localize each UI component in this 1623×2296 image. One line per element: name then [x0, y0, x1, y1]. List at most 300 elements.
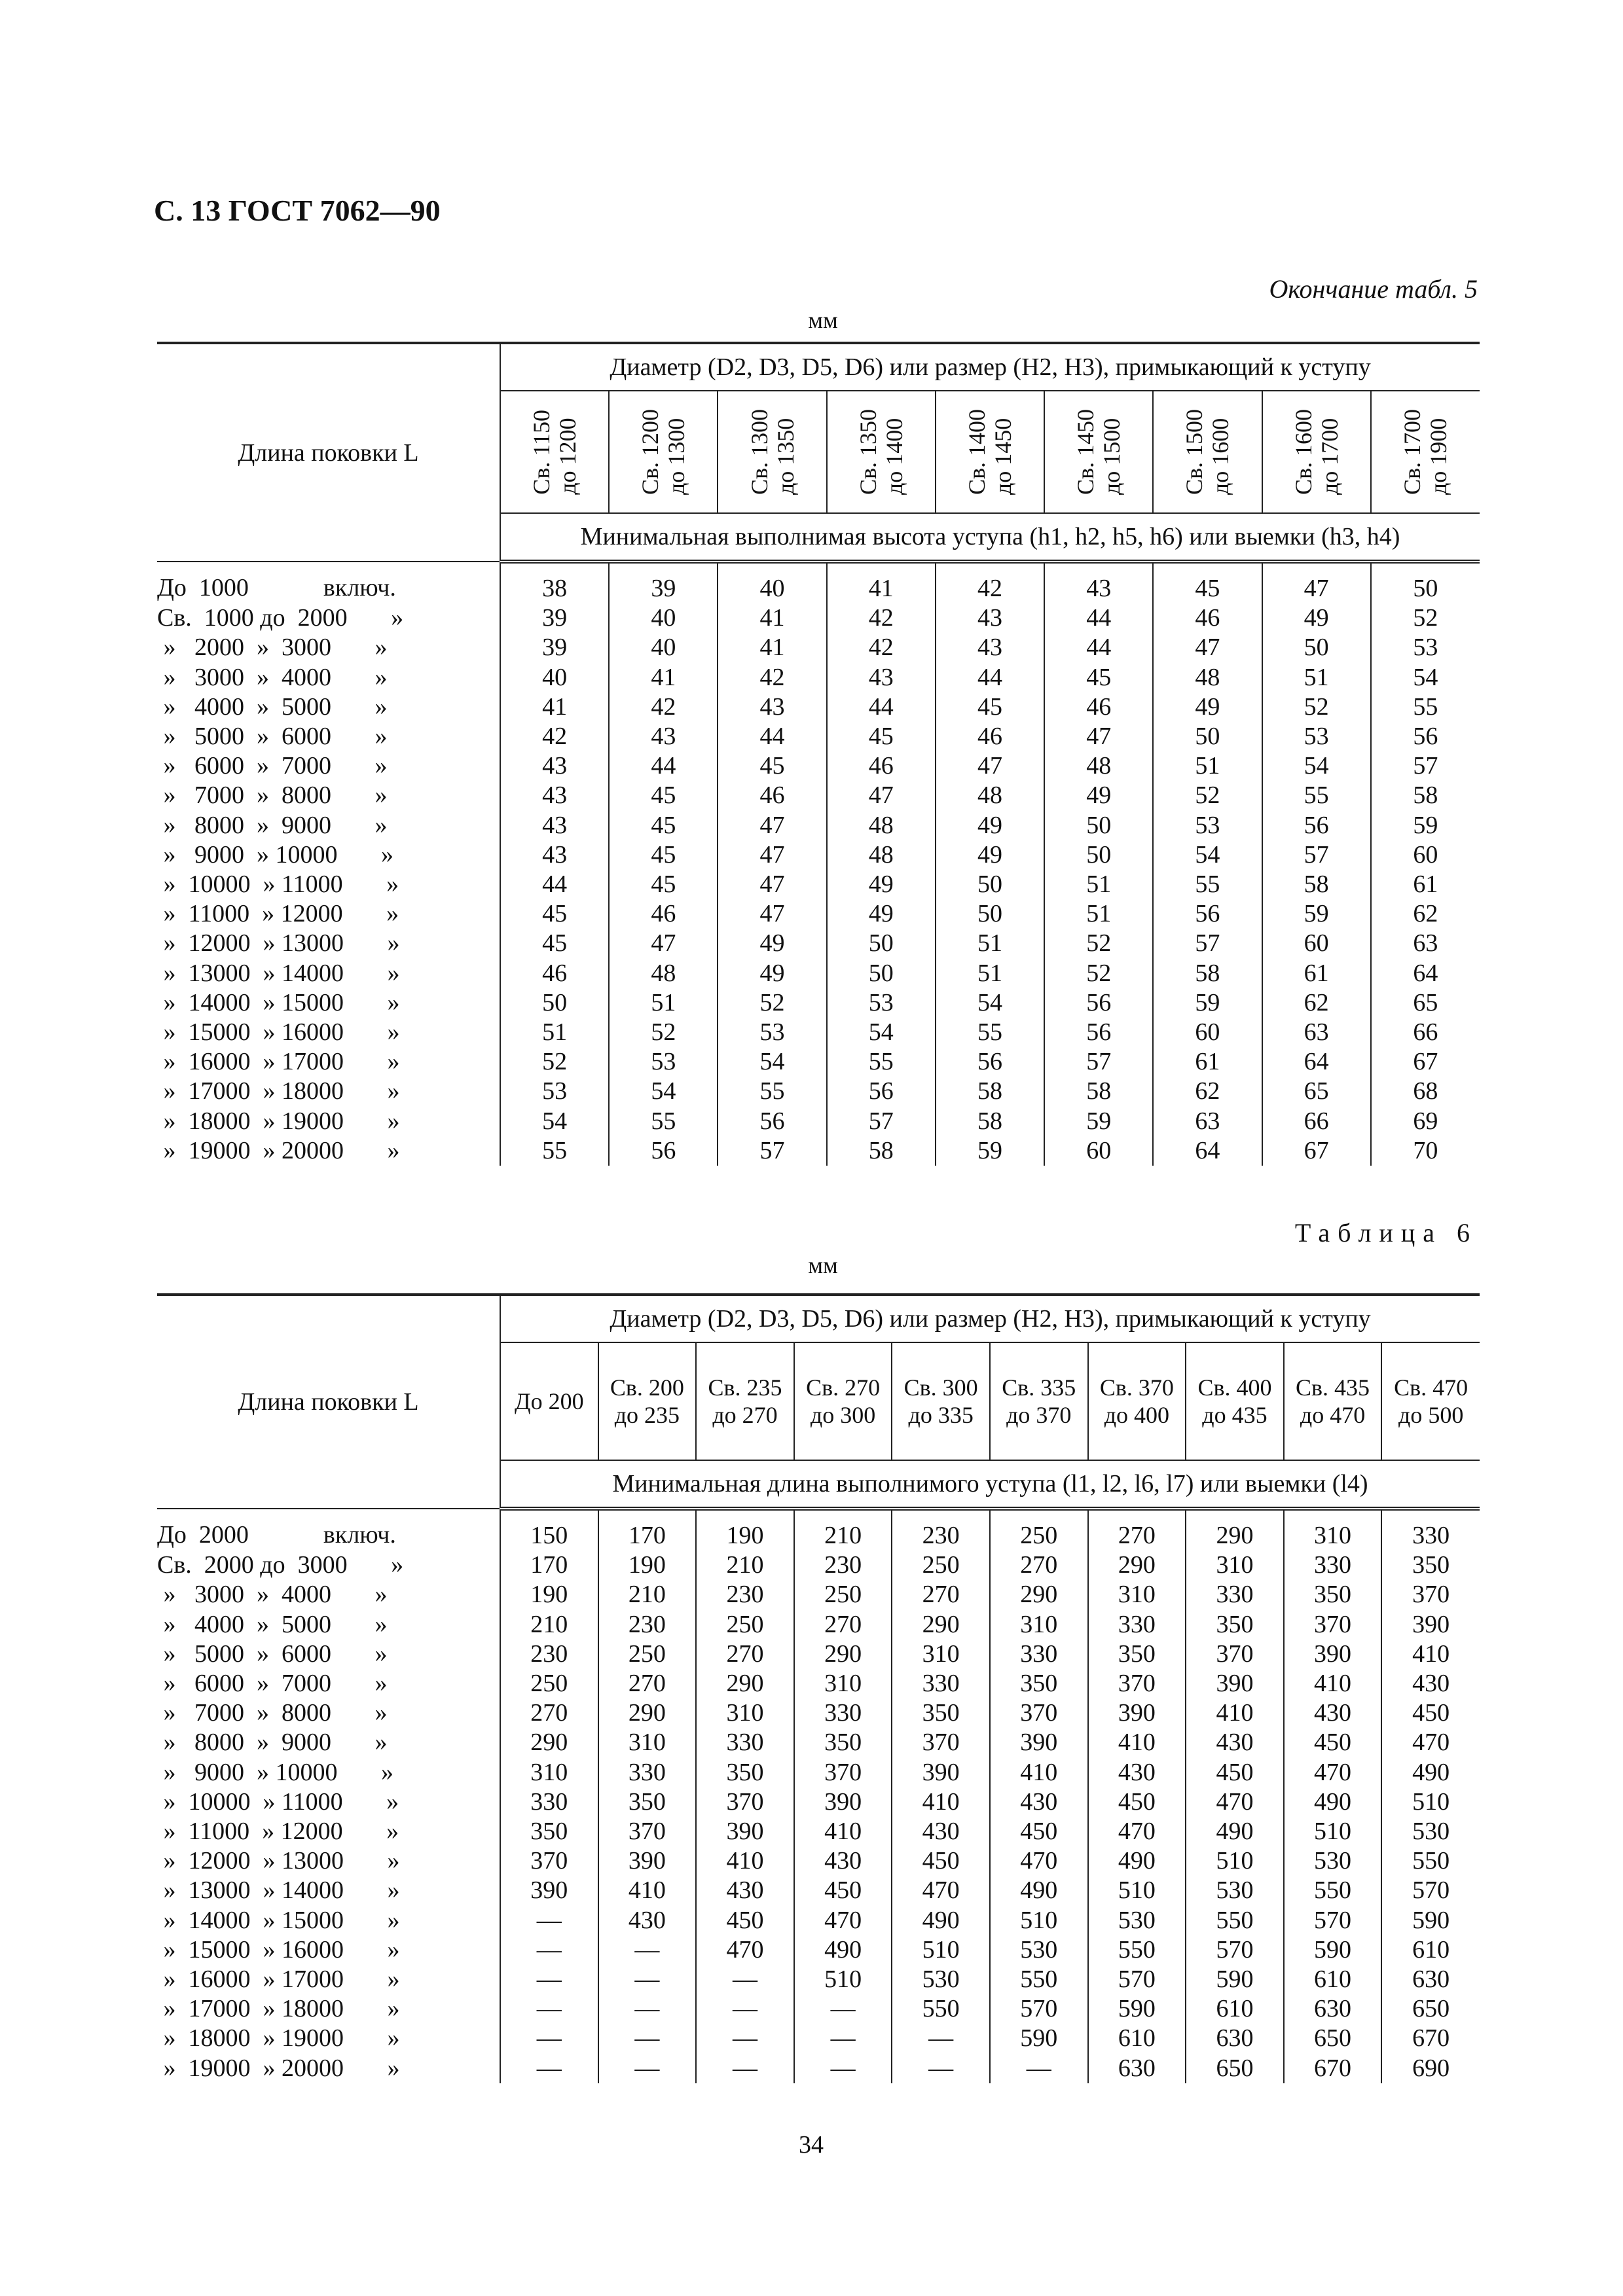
table-cell: 62: [1371, 899, 1480, 929]
column-header: Св. 1350 до 1400: [827, 391, 936, 513]
table-cell: 57: [718, 1136, 826, 1166]
table-cell: 190: [500, 1580, 598, 1609]
table-cell: 470: [1381, 1728, 1480, 1757]
table-cell: 54: [936, 988, 1044, 1018]
column-header: Св. 1450 до 1500: [1044, 391, 1153, 513]
table-cell: 290: [794, 1640, 892, 1669]
table-row: [157, 870, 1480, 899]
table-cell: 60: [1371, 840, 1480, 870]
table-cell: 370: [794, 1758, 892, 1787]
table-cell: 410: [1088, 1728, 1186, 1757]
table-cell: 68: [1371, 1077, 1480, 1106]
table-cell: 50: [1044, 811, 1153, 840]
table-cell: 49: [718, 959, 826, 988]
table-cell: 330: [500, 1787, 598, 1817]
diameter-header: Диаметр (D2, D3, D5, D6) или размер (H2, H3), примыкающий к уступу: [500, 343, 1480, 391]
table-cell: 350: [1088, 1640, 1186, 1669]
table-cell: 450: [892, 1846, 990, 1876]
table-cell: 390: [892, 1758, 990, 1787]
table-cell: 270: [990, 1551, 1088, 1580]
table-cell: 51: [609, 988, 718, 1018]
table-cell: 410: [794, 1817, 892, 1846]
table-cell: 390: [1186, 1669, 1284, 1698]
table-cell: 43: [718, 692, 826, 722]
table-cell: 230: [892, 1509, 990, 1551]
table-cell: 70: [1371, 1136, 1480, 1166]
table-cell: 62: [1153, 1077, 1262, 1106]
table-cell: 42: [718, 663, 826, 692]
table-cell: 250: [794, 1580, 892, 1609]
table-cell: 550: [1284, 1876, 1382, 1905]
table-cell: 290: [1088, 1551, 1186, 1580]
row-label: » 8000 » 9000 »: [157, 811, 388, 839]
table-row: [157, 1018, 1480, 1047]
table-cell: 290: [598, 1698, 697, 1728]
table-cell: 250: [892, 1551, 990, 1580]
table-cell: 290: [990, 1580, 1088, 1609]
table-cell: 650: [1381, 1994, 1480, 2024]
table-cell: 410: [1186, 1698, 1284, 1728]
table-cell: 60: [1044, 1136, 1153, 1166]
table-cell: 290: [1186, 1509, 1284, 1551]
table-cell: 59: [936, 1136, 1044, 1166]
table-row: [157, 1047, 1480, 1077]
table-cell: 45: [936, 692, 1044, 722]
row-label: » 17000 » 18000 »: [157, 1077, 400, 1105]
table-cell: 49: [827, 870, 936, 899]
table-cell: 270: [794, 1610, 892, 1640]
table-5: [157, 342, 1480, 1166]
table-cell: 370: [696, 1787, 794, 1817]
table-cell: 53: [500, 1077, 609, 1106]
table-cell: 47: [827, 781, 936, 810]
table6-unit: мм: [808, 1252, 838, 1278]
table-cell: 470: [794, 1906, 892, 1935]
table-cell: 62: [1262, 988, 1371, 1018]
table5-unit: мм: [808, 307, 838, 333]
table-cell: 250: [696, 1610, 794, 1640]
table-cell: 54: [1371, 663, 1480, 692]
table-cell: 42: [936, 562, 1044, 603]
table-cell: 570: [1381, 1876, 1480, 1905]
table-cell: 330: [1284, 1551, 1382, 1580]
table-cell: 46: [936, 722, 1044, 751]
table-cell: 51: [1153, 751, 1262, 781]
length-header: Длина поковки L: [157, 1295, 500, 1509]
table-cell: 55: [1371, 692, 1480, 722]
table-cell: 54: [827, 1018, 936, 1047]
row-label: До 1000 включ.: [157, 574, 396, 601]
table-cell: 52: [718, 988, 826, 1018]
table-cell: 53: [1371, 633, 1480, 662]
column-header: Св. 1150 до 1200: [500, 391, 609, 513]
table-cell: —: [794, 2024, 892, 2053]
table-cell: 41: [500, 692, 609, 722]
table-cell: 52: [1044, 959, 1153, 988]
row-label: » 5000 » 6000 »: [157, 1640, 388, 1668]
table-cell: 64: [1153, 1136, 1262, 1166]
table-cell: 530: [1186, 1876, 1284, 1905]
table-cell: 45: [609, 781, 718, 810]
table-cell: 67: [1262, 1136, 1371, 1166]
table-cell: 51: [936, 959, 1044, 988]
table-cell: 57: [827, 1107, 936, 1136]
table-cell: —: [598, 2024, 697, 2053]
table-row: [157, 1698, 1480, 1728]
table-cell: 45: [718, 751, 826, 781]
table-cell: 45: [500, 899, 609, 929]
table-cell: 310: [598, 1728, 697, 1757]
table-cell: 450: [696, 1906, 794, 1935]
table-cell: 46: [500, 959, 609, 988]
table-cell: 530: [990, 1935, 1088, 1965]
table-cell: 370: [1186, 1640, 1284, 1669]
table-cell: 390: [1381, 1610, 1480, 1640]
row-label: » 5000 » 6000 »: [157, 723, 388, 751]
table-cell: 45: [1044, 663, 1153, 692]
table-cell: 57: [1153, 929, 1262, 958]
table-cell: 41: [827, 562, 936, 603]
table-row: [157, 1846, 1480, 1876]
table-cell: 43: [500, 840, 609, 870]
row-label: » 7000 » 8000 »: [157, 1699, 388, 1727]
table-cell: 56: [718, 1107, 826, 1136]
table-cell: 43: [500, 781, 609, 810]
table-cell: 50: [936, 899, 1044, 929]
table-cell: 55: [827, 1047, 936, 1077]
table-cell: 48: [827, 811, 936, 840]
table-cell: 52: [500, 1047, 609, 1077]
table-cell: 550: [1186, 1906, 1284, 1935]
table-cell: 47: [718, 899, 826, 929]
table-cell: 54: [1153, 840, 1262, 870]
row-label: » 8000 » 9000 »: [157, 1729, 388, 1757]
table-cell: 350: [598, 1787, 697, 1817]
table-cell: 230: [500, 1640, 598, 1669]
table-cell: 49: [827, 899, 936, 929]
row-label: » 4000 » 5000 »: [157, 1610, 388, 1638]
table-row: [157, 562, 1480, 603]
table-cell: —: [696, 1994, 794, 2024]
table-cell: 41: [609, 663, 718, 692]
row-label: » 18000 » 19000 »: [157, 1107, 400, 1135]
table-cell: 650: [1284, 2024, 1382, 2053]
table-cell: —: [500, 1935, 598, 1965]
table-cell: 56: [1153, 899, 1262, 929]
table-cell: 50: [1262, 633, 1371, 662]
table-row: [157, 1580, 1480, 1609]
table-cell: 270: [500, 1698, 598, 1728]
row-label: » 12000 » 13000 »: [157, 1847, 400, 1875]
table-cell: 490: [794, 1935, 892, 1965]
table-cell: —: [598, 1965, 697, 1994]
table-row: [157, 603, 1480, 633]
table-cell: 670: [1284, 2054, 1382, 2083]
table-cell: 390: [990, 1728, 1088, 1757]
table-cell: 63: [1371, 929, 1480, 958]
table-cell: 40: [609, 603, 718, 633]
table-cell: 690: [1381, 2054, 1480, 2083]
table-cell: 530: [1381, 1817, 1480, 1846]
table-cell: 51: [500, 1018, 609, 1047]
table-cell: 210: [794, 1509, 892, 1551]
table-cell: 310: [1186, 1551, 1284, 1580]
table-cell: 54: [609, 1077, 718, 1106]
table-cell: 48: [1044, 751, 1153, 781]
column-header: Св. 370 до 400: [1088, 1342, 1186, 1460]
table-cell: 57: [1371, 751, 1480, 781]
table-cell: 450: [1284, 1728, 1382, 1757]
column-header: Св. 200 до 235: [598, 1342, 697, 1460]
diameter-header: Диаметр (D2, D3, D5, D6) или размер (H2, H3), примыкающий к уступу: [500, 1295, 1480, 1342]
table-cell: 350: [1284, 1580, 1382, 1609]
table-cell: 69: [1371, 1107, 1480, 1136]
table-cell: 65: [1262, 1077, 1371, 1106]
table-cell: 55: [936, 1018, 1044, 1047]
table-cell: 50: [827, 929, 936, 958]
table-cell: 530: [1088, 1906, 1186, 1935]
table-cell: 490: [1186, 1817, 1284, 1846]
table-cell: 250: [500, 1669, 598, 1698]
table-cell: 50: [1044, 840, 1153, 870]
table-cell: 40: [609, 633, 718, 662]
table-cell: 230: [696, 1580, 794, 1609]
row-label: » 19000 » 20000 »: [157, 1136, 400, 1164]
height-subheader: Минимальная выполнимая высота уступа (h1, h2, h5, h6) или выемки (h3, h4): [500, 513, 1480, 562]
column-header: Св. 1400 до 1450: [936, 391, 1044, 513]
table-cell: 39: [500, 603, 609, 633]
table-cell: 63: [1153, 1107, 1262, 1136]
table-cell: 51: [1262, 663, 1371, 692]
table-cell: 47: [1153, 633, 1262, 662]
table-cell: 50: [1371, 562, 1480, 603]
table-cell: 44: [827, 692, 936, 722]
table-cell: 42: [500, 722, 609, 751]
table-cell: 370: [892, 1728, 990, 1757]
table-cell: 48: [609, 959, 718, 988]
table-cell: 38: [500, 562, 609, 603]
table-row: [157, 1817, 1480, 1846]
row-label: » 15000 » 16000 »: [157, 1935, 400, 1964]
table-cell: 330: [1381, 1509, 1480, 1551]
table-cell: 42: [827, 603, 936, 633]
table-cell: 59: [1371, 811, 1480, 840]
table-cell: 43: [936, 603, 1044, 633]
table-cell: 54: [500, 1107, 609, 1136]
row-label: » 17000 » 18000 »: [157, 1995, 400, 2023]
table6-name: Таблица 6: [1294, 1218, 1478, 1247]
table-cell: 350: [794, 1728, 892, 1757]
table-row: [157, 1728, 1480, 1757]
table-cell: 47: [609, 929, 718, 958]
table-continuation-caption: Окончание табл. 5: [1269, 274, 1478, 304]
table-cell: 52: [1371, 603, 1480, 633]
row-label: До 2000 включ.: [157, 1521, 396, 1549]
table-cell: 470: [990, 1846, 1088, 1876]
row-label: » 4000 » 5000 »: [157, 692, 388, 721]
table-cell: 49: [1044, 781, 1153, 810]
table-cell: 570: [1186, 1935, 1284, 1965]
table-cell: 410: [1284, 1669, 1382, 1698]
table-cell: 490: [892, 1906, 990, 1935]
table-cell: 52: [1044, 929, 1153, 958]
table-row: [157, 1876, 1480, 1905]
column-header: Св. 1700 до 1900: [1371, 391, 1480, 513]
table-cell: 310: [1088, 1580, 1186, 1609]
table-cell: 630: [1284, 1994, 1382, 2024]
table-row: [157, 1669, 1480, 1698]
table-cell: 330: [892, 1669, 990, 1698]
table-cell: 570: [1088, 1965, 1186, 1994]
table-cell: 61: [1371, 870, 1480, 899]
table-cell: 470: [1088, 1817, 1186, 1846]
table-cell: 290: [696, 1669, 794, 1698]
table-row: [157, 899, 1480, 929]
table-cell: 55: [609, 1107, 718, 1136]
table-row: [157, 2024, 1480, 2053]
table-cell: 45: [609, 840, 718, 870]
table-cell: 40: [500, 663, 609, 692]
table-row: [157, 1136, 1480, 1166]
table-cell: 58: [1371, 781, 1480, 810]
table-cell: 44: [718, 722, 826, 751]
table-cell: 410: [696, 1846, 794, 1876]
table-cell: 530: [892, 1965, 990, 1994]
table-cell: 230: [598, 1610, 697, 1640]
table-row: [157, 811, 1480, 840]
table-row: [157, 1551, 1480, 1580]
table-cell: 53: [827, 988, 936, 1018]
table-cell: 56: [1262, 811, 1371, 840]
table-cell: —: [696, 1965, 794, 1994]
table-cell: —: [794, 1994, 892, 2024]
table-cell: 53: [718, 1018, 826, 1047]
table-cell: 330: [696, 1728, 794, 1757]
column-header: Св. 270 до 300: [794, 1342, 892, 1460]
table-cell: 48: [936, 781, 1044, 810]
row-label: » 16000 » 17000 »: [157, 1965, 400, 1994]
table-cell: 44: [936, 663, 1044, 692]
table-cell: 43: [827, 663, 936, 692]
table-cell: 330: [1186, 1580, 1284, 1609]
row-label: » 11000 » 12000 »: [157, 1818, 399, 1846]
table-cell: 42: [609, 692, 718, 722]
table-cell: 46: [827, 751, 936, 781]
table-cell: 51: [1044, 870, 1153, 899]
table-cell: 250: [598, 1640, 697, 1669]
table-cell: 470: [696, 1935, 794, 1965]
table-cell: 630: [1088, 2054, 1186, 2083]
table-cell: 210: [500, 1610, 598, 1640]
table-cell: 590: [1088, 1994, 1186, 2024]
table-cell: 58: [1153, 959, 1262, 988]
table-cell: 630: [1186, 2024, 1284, 2053]
table-cell: 610: [1186, 1994, 1284, 2024]
table-cell: 350: [892, 1698, 990, 1728]
table-cell: 590: [990, 2024, 1088, 2053]
row-label: » 6000 » 7000 »: [157, 752, 388, 780]
table-cell: 330: [794, 1698, 892, 1728]
table-cell: 57: [1044, 1047, 1153, 1077]
table-cell: 60: [1153, 1018, 1262, 1047]
table-cell: 410: [598, 1876, 697, 1905]
table-cell: 550: [1381, 1846, 1480, 1876]
column-header: Св. 1600 до 1700: [1262, 391, 1371, 513]
table-row: [157, 751, 1480, 781]
row-label: » 14000 » 15000 »: [157, 1906, 400, 1934]
table-cell: 50: [500, 988, 609, 1018]
table-cell: 53: [1153, 811, 1262, 840]
table-row: [157, 1935, 1480, 1965]
table-row: [157, 1610, 1480, 1640]
table-cell: 470: [1284, 1758, 1382, 1787]
table-cell: 55: [500, 1136, 609, 1166]
table-cell: 430: [696, 1876, 794, 1905]
table-cell: 45: [1153, 562, 1262, 603]
row-label: » 15000 » 16000 »: [157, 1018, 400, 1047]
row-label: » 18000 » 19000 »: [157, 2024, 400, 2053]
table-cell: 390: [598, 1846, 697, 1876]
table-cell: 56: [936, 1047, 1044, 1077]
table-cell: 350: [500, 1817, 598, 1846]
column-header: Св. 1300 до 1350: [718, 391, 826, 513]
column-header: Св. 300 до 335: [892, 1342, 990, 1460]
table-cell: 550: [1088, 1935, 1186, 1965]
table-cell: 61: [1153, 1047, 1262, 1077]
table-cell: 45: [827, 722, 936, 751]
table-row: [157, 2054, 1480, 2083]
table-cell: 55: [1153, 870, 1262, 899]
table-cell: 47: [1044, 722, 1153, 751]
table-cell: 450: [1088, 1787, 1186, 1817]
page-header: С. 13 ГОСТ 7062—90: [154, 194, 441, 227]
table-row: [157, 1965, 1480, 1994]
table-cell: 650: [1186, 2054, 1284, 2083]
table-cell: 310: [1284, 1509, 1382, 1551]
row-label: » 9000 » 10000 »: [157, 840, 393, 869]
table-cell: 330: [598, 1758, 697, 1787]
page-number: 34: [799, 2131, 824, 2159]
table-cell: 190: [696, 1509, 794, 1551]
table-cell: 350: [1381, 1551, 1480, 1580]
table-cell: —: [990, 2054, 1088, 2083]
table-cell: 44: [1044, 603, 1153, 633]
table-cell: 46: [1044, 692, 1153, 722]
table-cell: 44: [1044, 633, 1153, 662]
table-cell: 510: [1186, 1846, 1284, 1876]
table-cell: 370: [1381, 1580, 1480, 1609]
table-row: [157, 929, 1480, 958]
table-cell: 370: [1088, 1669, 1186, 1698]
column-header: Св. 435 до 470: [1284, 1342, 1382, 1460]
table-cell: 56: [1044, 988, 1153, 1018]
table-cell: 52: [1262, 692, 1371, 722]
table-cell: 41: [718, 633, 826, 662]
table-row: [157, 1509, 1480, 1551]
table-cell: 50: [936, 870, 1044, 899]
table-row: [157, 1906, 1480, 1935]
table-cell: —: [892, 2024, 990, 2053]
table-cell: 60: [1262, 929, 1371, 958]
table-cell: 510: [990, 1906, 1088, 1935]
table-cell: 43: [936, 633, 1044, 662]
table-row: [157, 1077, 1480, 1106]
table-cell: 370: [990, 1698, 1088, 1728]
table-cell: 370: [500, 1846, 598, 1876]
table-cell: 66: [1262, 1107, 1371, 1136]
table-cell: 47: [718, 811, 826, 840]
table-cell: 430: [892, 1817, 990, 1846]
